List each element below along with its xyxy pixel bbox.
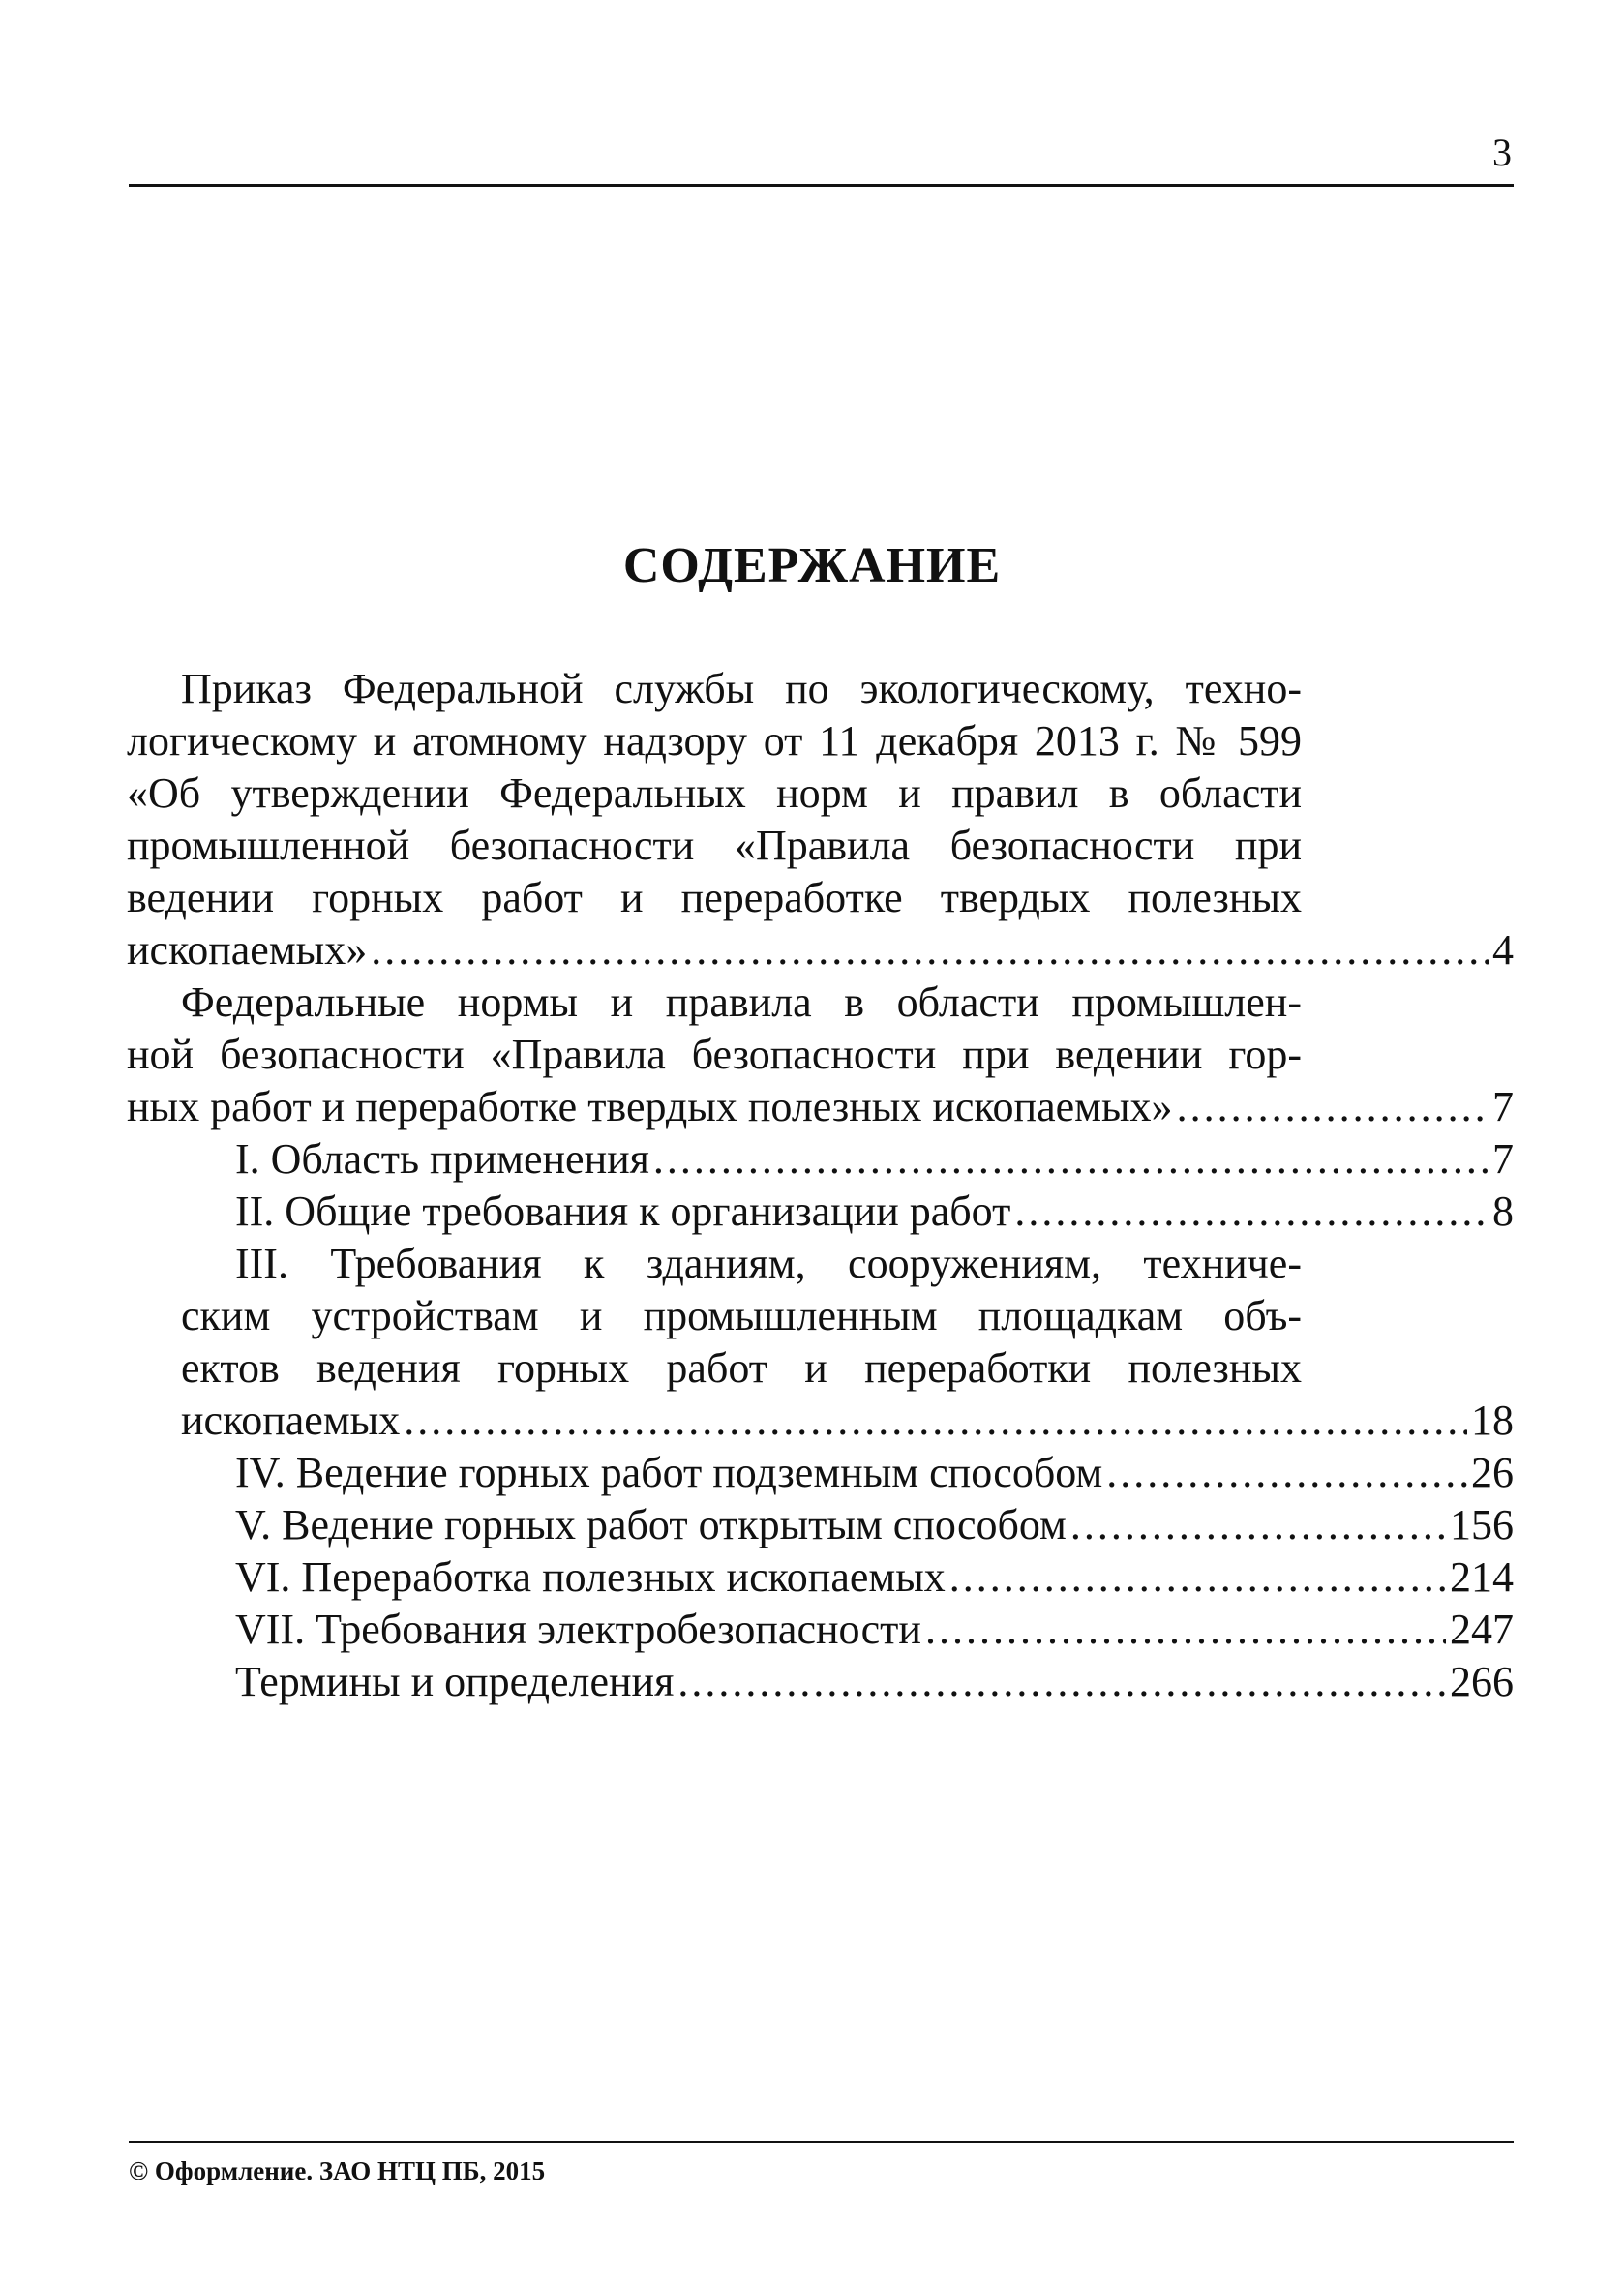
toc-line: VI. Переработка полезных ископаемых [235,1553,946,1601]
toc-entry-section-4[interactable] [181,1447,1514,1499]
toc-page-number: 18 [1471,1397,1514,1444]
toc-leader-line [181,1395,1514,1447]
toc-entry-terms[interactable] [181,1656,1514,1708]
page-number: 3 [1492,131,1512,174]
dot-leader [677,1656,1446,1708]
table-of-contents [127,663,1514,1708]
dot-leader [1106,1447,1467,1499]
toc-line: III. Требования к зданиям, сооружениям, техниче- [235,1240,1302,1287]
toc-page-number: 7 [1492,1083,1514,1130]
toc-line: I. Область применения [235,1135,649,1183]
toc-line: Федеральные нормы и правила в области промышлен- [181,978,1302,1026]
toc-page-number: 247 [1450,1606,1514,1653]
toc-leader-line [235,1186,1514,1238]
toc-entry-section-5[interactable] [181,1499,1514,1551]
header-rule [129,184,1514,187]
toc-line: промышленной безопасности «Правила безопасности при [127,822,1302,869]
toc-line: VII. Требования электробезопасности [235,1606,921,1653]
toc-line: ных работ и переработке твердых полезных ископаемых» [127,1083,1173,1130]
toc-leader-line [235,1447,1514,1499]
toc-line: IV. Ведение горных работ подземным способом [235,1449,1103,1496]
toc-page-number: 26 [1471,1449,1514,1496]
toc-entry-section-3[interactable] [181,1238,1514,1447]
toc-line: ектов ведения горных работ и переработки полезных [181,1344,1302,1392]
toc-line: Приказ Федеральной службы по экологическому, техно- [181,665,1302,712]
copyright-footer: © Оформление. ЗАО НТЦ ПБ, 2015 [129,2156,546,2185]
toc-line: ведении горных работ и переработке твердых полезных [127,874,1302,921]
toc-entry-section-7[interactable] [181,1604,1514,1656]
toc-leader-line [235,1133,1514,1186]
dot-leader [404,1395,1467,1447]
toc-leader-line [235,1499,1514,1551]
toc-line: II. Общие требования к организации работ [235,1188,1011,1235]
toc-leader-line [235,1604,1514,1656]
toc-leader-line [127,1081,1514,1133]
toc-page-number: 266 [1450,1658,1514,1705]
toc-line: V. Ведение горных работ открытым способом [235,1501,1067,1548]
toc-line: ископаемых» [127,926,368,974]
dot-leader [949,1551,1446,1604]
toc-line: логическому и атомному надзору от 11 декабря 2013 г. № 599 [127,717,1302,765]
toc-line: «Об утверждении Федеральных норм и правил в области [127,769,1302,817]
toc-entry-order[interactable] [127,663,1514,977]
toc-line: ной безопасности «Правила безопасности при ведении гор- [127,1031,1302,1078]
toc-line: ским устройствам и промышленным площадкам объ- [181,1292,1302,1339]
toc-leader-line [127,924,1514,977]
toc-leader-line [235,1551,1514,1604]
dot-leader [653,1133,1489,1186]
dot-leader [1014,1186,1489,1238]
toc-line: ископаемых [181,1397,401,1444]
toc-page-number: 8 [1492,1188,1514,1235]
toc-entry-section-2[interactable] [181,1186,1514,1238]
dot-leader [371,924,1489,977]
footer-rule [129,2141,1514,2143]
dot-leader [925,1604,1446,1656]
toc-page-number: 214 [1450,1553,1514,1601]
toc-entry-section-6[interactable] [181,1551,1514,1604]
toc-line: Термины и определения [235,1658,675,1705]
toc-page-number: 7 [1492,1135,1514,1183]
toc-page-number: 4 [1492,926,1514,974]
toc-leader-line [235,1656,1514,1708]
toc-heading: СОДЕРЖАНИЕ [622,538,1002,593]
toc-entry-federal-norms[interactable] [127,977,1514,1133]
toc-page-number: 156 [1450,1501,1514,1548]
toc-entry-section-1[interactable] [181,1133,1514,1186]
dot-leader [1177,1081,1489,1133]
dot-leader [1070,1499,1446,1551]
